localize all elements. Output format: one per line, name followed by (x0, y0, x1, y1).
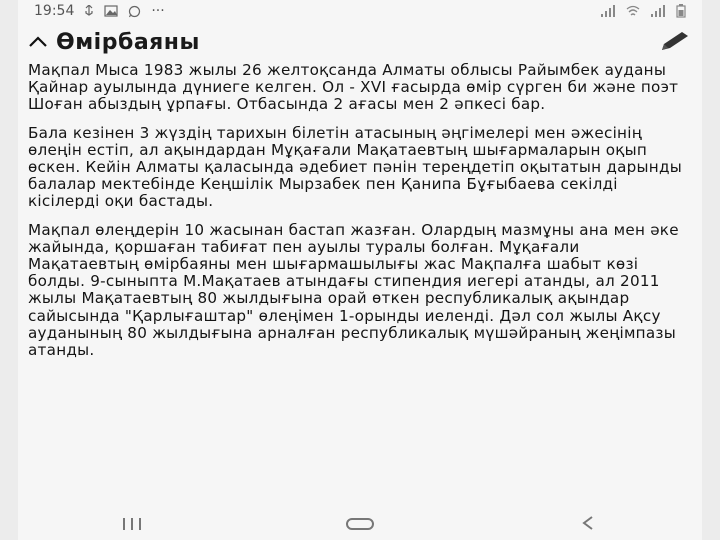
chevron-up-icon[interactable] (28, 30, 56, 54)
recent-apps-icon[interactable] (102, 515, 162, 536)
navigation-bar (18, 510, 702, 540)
article-content (18, 62, 702, 359)
paragraph: Мақпал өлеңдерін 10 жасынан бастап жазған. Олардың мазмұны ана мен әке жайында, қоршаған табиғат пен ауылы туралы болған. Мұқағали Мақатаевтың өмірбаяны мен шығармашылығы жас Мақпалға шабыт көзі болды. 9-сыныпта М.Мақатаев атындағы стипендия иегері атанды, ал 2011 жылы Мақатаевтың 80 жылдығына орай өткен республикалық ақындар сайысында "Қарлығаштар" өлеңімен 1-орынды иеленді. Дәл сол жылы Ақсу ауданының 80 жылдығына арналған республикалық мүшәйраның жеңімпазы атанды. (28, 220, 679, 360)
usb-icon (84, 5, 94, 17)
edit-pencil-icon[interactable] (658, 30, 692, 54)
section-title: Өмірбаяны (56, 29, 200, 55)
whatsapp-icon (128, 5, 141, 18)
phone-screen (18, 0, 702, 540)
signal-icon-2 (650, 5, 666, 17)
home-icon[interactable] (330, 515, 390, 536)
paragraph: Мақпал Мыса 1983 жылы 26 желтоқсанда Алматы облысы Райымбек ауданы Қайнар ауылында дүниеге келген. Ол - XVI ғасырда өмір сүрген би және поэт Шоған абыздың ұрпағы. Отбасында 2 ағасы мен 2 әпкесі бар. (28, 61, 679, 114)
back-icon[interactable] (558, 515, 618, 536)
wifi-icon (626, 5, 640, 17)
status-time: 19:54 (34, 3, 75, 19)
battery-icon (676, 4, 686, 18)
signal-icon (600, 5, 616, 17)
paragraph: Бала кезінен 3 жүздің тарихын білетін атасының әңгімелері мен әжесінің өлеңін естіп, ал ақындардан Мұқағали Мақатаевтың шығармаларын оқып өскен. Кейін Алматы қаласында әдебиет пәнін тереңдетіп оқытатын дарынды балалар мектебінде Кеңшілік Мырзабек пен Қанипа Бұғыбаева секілді кісілерді оқи бастады. (28, 123, 682, 211)
section-header[interactable] (18, 22, 702, 62)
gallery-icon (104, 5, 118, 17)
status-bar (18, 0, 702, 22)
more-notifications-icon: ··· (151, 3, 165, 19)
